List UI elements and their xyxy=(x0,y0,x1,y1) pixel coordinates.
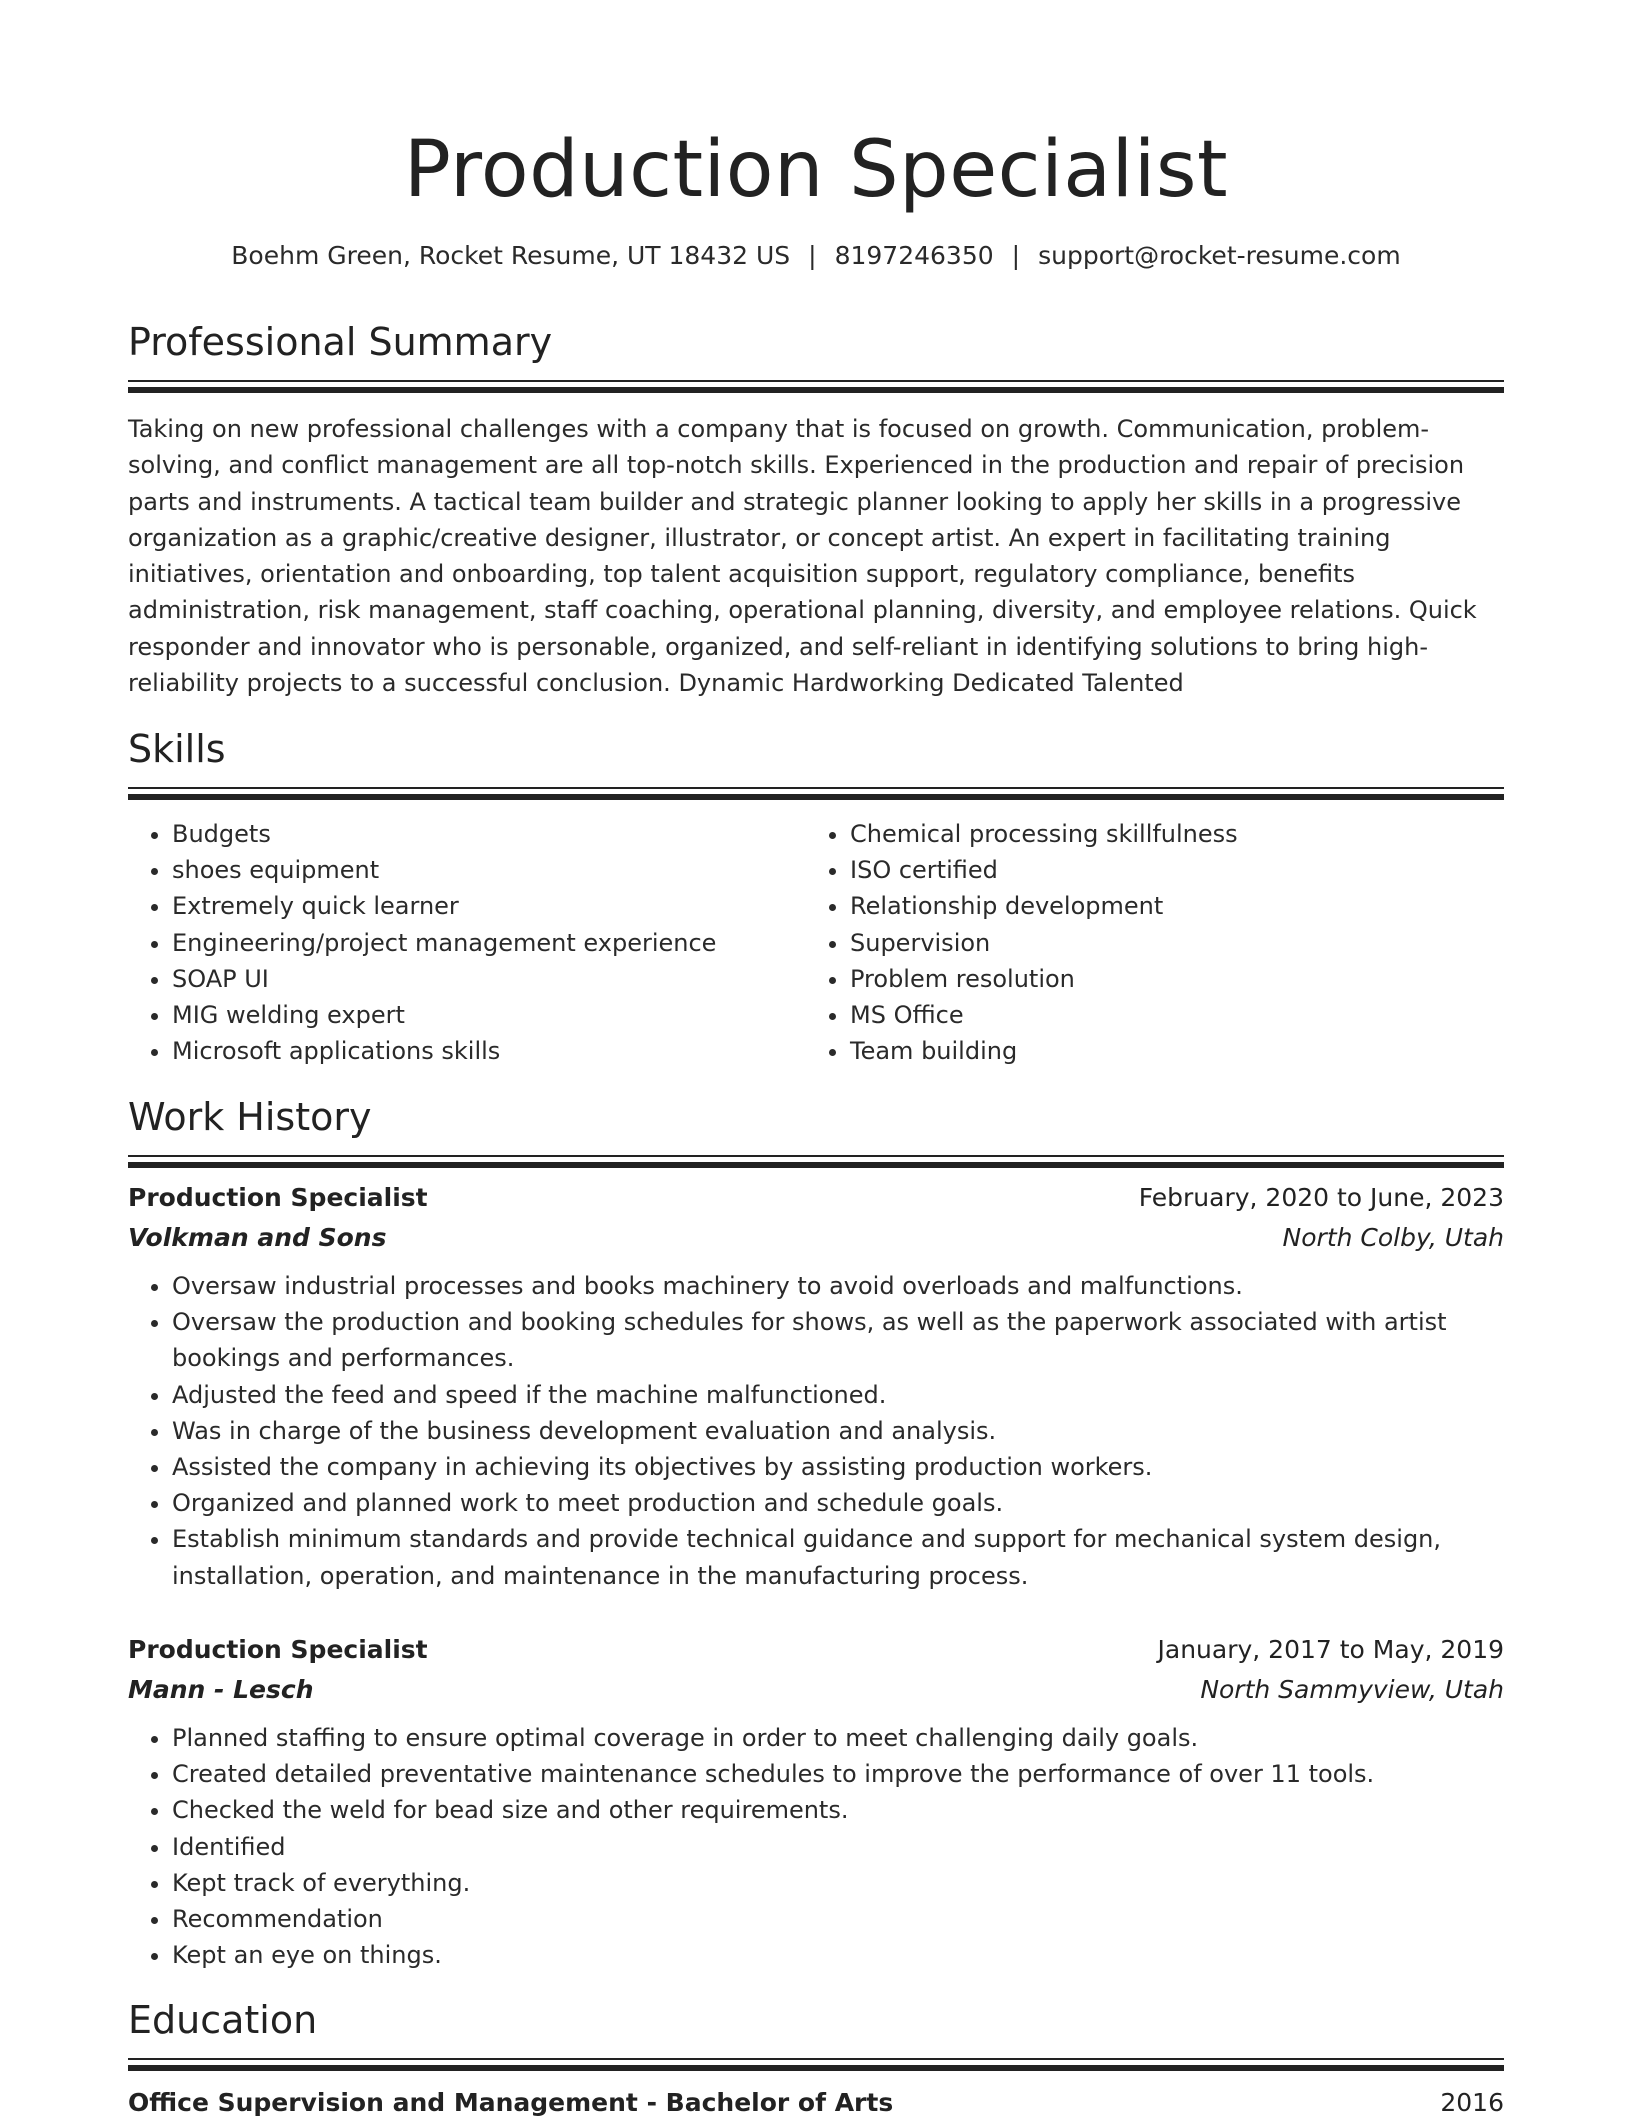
education-heading: Education xyxy=(128,1998,318,2042)
job-title: Production Specialist xyxy=(128,1183,428,1212)
section-rule-thick xyxy=(128,2065,1504,2071)
work-section xyxy=(128,1093,1504,1168)
job-entry xyxy=(128,1178,1504,1594)
skill-item: • MIG welding expert xyxy=(172,997,806,1033)
job-bullet: • Identified xyxy=(172,1829,1504,1865)
section-rule xyxy=(128,380,1504,382)
skill-item: • SOAP UI xyxy=(172,961,806,997)
section-rule xyxy=(128,2058,1504,2060)
job-bullets xyxy=(128,1268,1504,1594)
job-bullet: • Planned staffing to ensure optimal coverage in order to meet challenging daily goals. xyxy=(172,1720,1504,1756)
job-bullet: • Kept track of everything. xyxy=(172,1865,1504,1901)
job-bullet: • Oversaw industrial processes and books machinery to avoid overloads and malfunctions. xyxy=(172,1268,1504,1304)
skill-item: • ISO certified xyxy=(850,852,1450,888)
resume-name: Production Specialist xyxy=(403,125,1229,215)
section-rule-thick xyxy=(128,794,1504,800)
job-bullet: • Assisted the company in achieving its objectives by assisting production workers. xyxy=(172,1449,1504,1485)
job-company: Volkman and Sons xyxy=(128,1223,387,1252)
summary-section xyxy=(128,318,1504,701)
resume-page xyxy=(128,0,1504,2117)
skill-item: • MS Office xyxy=(850,997,1450,1033)
job-company: Mann - Lesch xyxy=(128,1675,314,1704)
contact-address: Boehm Green, Rocket Resume, UT 18432 US xyxy=(231,241,791,270)
job-bullet: • Kept an eye on things. xyxy=(172,1937,1504,1973)
job-location: North Sammyview, Utah xyxy=(1200,1675,1504,1704)
skills-columns xyxy=(128,816,1504,1069)
skills-list-right xyxy=(806,816,1450,1069)
summary-text: Taking on new professional challenges with a company that is focused on growth. Communication, problem-solving, and conflict management are all top-notch skills. Experienced in the production and repair of precision parts and instruments. A tactical team builder and strategic planner looking to apply her skills in a progressive organization as a graphic/creative designer, illustrator, or concept artist. An expert in facilitating training initiatives, orientation and onboarding, top talent acquisition support, regulatory compliance, benefits administration, risk management, staff coaching, operational planning, diversity, and employee relations. Quick responder and innovator who is personable, organized, and self-reliant in identifying solutions to bring high-reliability projects to a successful conclusion. Dynamic Hardworking Dedicated Talented xyxy=(128,415,1477,698)
section-rule-thick xyxy=(128,1162,1504,1168)
contact-email[interactable]: support@rocket-resume.com xyxy=(1038,241,1401,270)
skill-item: • Microsoft applications skills xyxy=(172,1033,806,1069)
contact-separator: | xyxy=(1011,241,1021,270)
section-rule-thick xyxy=(128,387,1504,393)
contact-phone: 8197246350 xyxy=(834,241,994,270)
job-bullet: • Establish minimum standards and provide technical guidance and support for mechanical system design, installation, operation, and maintenance in the manufacturing process. xyxy=(172,1521,1504,1593)
job-header xyxy=(128,1178,1504,1218)
job-subheader xyxy=(128,1670,1504,1710)
skill-item: • Relationship development xyxy=(850,888,1450,924)
job-bullet: • Created detailed preventative maintenance schedules to improve the performance of over 11 tools. xyxy=(172,1756,1504,1792)
contact-separator: | xyxy=(808,241,817,270)
education-degree: Office Supervision and Management - Bachelor of Arts xyxy=(128,2088,894,2117)
job-bullet: • Recommendation xyxy=(172,1901,1504,1937)
education-section xyxy=(128,1996,1504,2123)
skills-list-left xyxy=(128,816,806,1069)
summary-heading: Professional Summary xyxy=(128,320,553,364)
skill-item: • Engineering/project management experience xyxy=(172,925,806,961)
skill-item: • Problem resolution xyxy=(850,961,1450,997)
work-heading: Work History xyxy=(128,1095,372,1139)
skill-item: • Chemical processing skillfulness xyxy=(850,816,1450,852)
skill-item: • shoes equipment xyxy=(172,852,806,888)
contact-line xyxy=(128,236,1504,276)
job-subheader xyxy=(128,1218,1504,1258)
skills-section xyxy=(128,725,1504,1069)
skill-item: • Team building xyxy=(850,1033,1450,1069)
education-year: 2016 xyxy=(1440,2088,1504,2117)
skill-item: • Budgets xyxy=(172,816,806,852)
job-bullet: • Oversaw the production and booking schedules for shows, as well as the paperwork associated with artist bookings and performances. xyxy=(172,1304,1504,1376)
job-title: Production Specialist xyxy=(128,1635,428,1664)
skill-item: • Supervision xyxy=(850,925,1450,961)
job-entry xyxy=(128,1630,1504,1973)
skills-heading: Skills xyxy=(128,727,226,771)
job-header xyxy=(128,1630,1504,1670)
section-rule xyxy=(128,787,1504,789)
skill-item: • Extremely quick learner xyxy=(172,888,806,924)
job-bullets xyxy=(128,1720,1504,1973)
job-dates: February, 2020 to June, 2023 xyxy=(1138,1183,1504,1212)
education-entry xyxy=(128,2083,1504,2123)
section-rule xyxy=(128,1155,1504,1157)
job-bullet: • Was in charge of the business development evaluation and analysis. xyxy=(172,1413,1504,1449)
job-dates: January, 2017 to May, 2019 xyxy=(1157,1635,1504,1664)
job-bullet: • Checked the weld for bead size and other requirements. xyxy=(172,1792,1504,1828)
job-bullet: • Adjusted the feed and speed if the machine malfunctioned. xyxy=(172,1377,1504,1413)
job-bullet: • Organized and planned work to meet production and schedule goals. xyxy=(172,1485,1504,1521)
job-location: North Colby, Utah xyxy=(1282,1223,1504,1252)
